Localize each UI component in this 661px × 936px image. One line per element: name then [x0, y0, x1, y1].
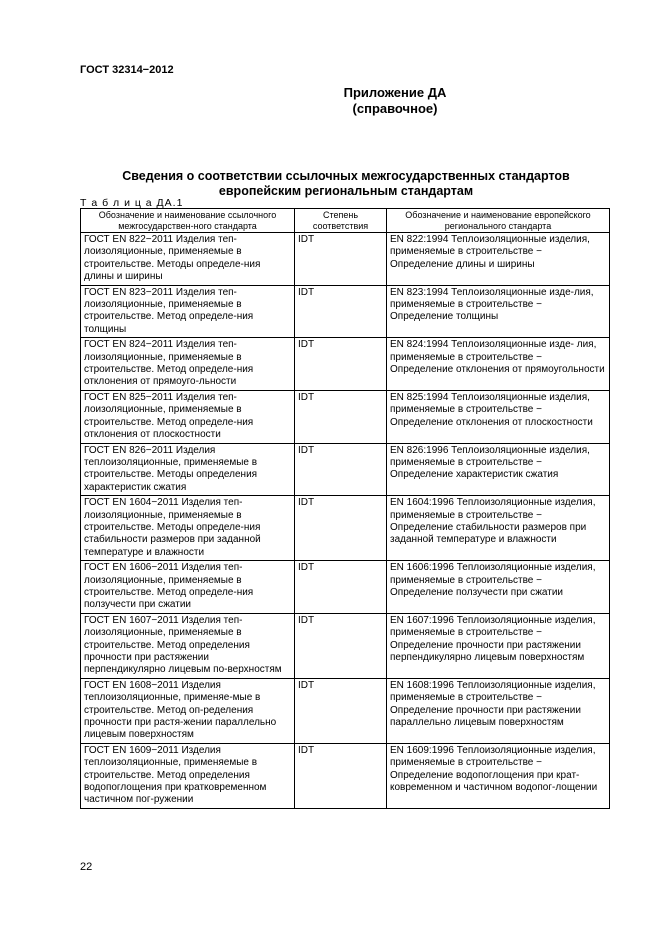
page-number: 22	[80, 861, 93, 873]
degree-cell: IDT	[295, 390, 387, 443]
european-standard-cell: EN 823:1994 Теплоизоляционные изде-лия, применяемые в строительстве − Определение толщины	[387, 285, 610, 338]
degree-cell: IDT	[295, 338, 387, 391]
interstate-standard-cell: ГОСТ EN 1608−2011 Изделия теплоизоляционные, применяе-мые в строительстве. Метод оп-ределения прочности при растя-жении параллельно лицевым поверхностям	[81, 678, 295, 743]
interstate-standard-cell: ГОСТ EN 1607−2011 Изделия теп-лоизоляционные, применяемые в строительстве. Метод определения прочности при растяжении перпендикулярно лицевым по-верхностям	[81, 613, 295, 678]
interstate-standard-cell: ГОСТ EN 823−2011 Изделия теп-лоизоляционные, применяемые в строительстве. Метод определе-ния толщины	[81, 285, 295, 338]
column-header-degree: Степень соответствия	[295, 209, 387, 233]
interstate-standard-cell: ГОСТ EN 1609−2011 Изделия теплоизоляционные, применяемые в строительстве. Метод определения водопоглощения при кратковременном частичном пог-ружении	[81, 743, 295, 808]
annex-title: Приложение ДА	[343, 85, 447, 100]
table-label: Т а б л и ц а ДА.1	[80, 197, 184, 209]
european-standard-cell: EN 1609:1996 Теплоизоляционные изделия, применяемые в строительстве − Определение водопоглощения при крат-ковременном и частичном водопог-лощении	[387, 743, 610, 808]
european-standard-cell: EN 826:1996 Теплоизоляционные изделия, применяемые в строительстве − Определение характеристик сжатия	[387, 443, 610, 496]
degree-cell: IDT	[295, 496, 387, 561]
interstate-standard-cell: ГОСТ EN 1606−2011 Изделия теп-лоизоляционные, применяемые в строительстве. Метод определе-ния ползучести при сжатии	[81, 561, 295, 614]
document-code: ГОСТ 32314−2012	[80, 64, 174, 76]
interstate-standard-cell: ГОСТ EN 826−2011 Изделия теплоизоляционные, применяемые в строительстве. Методы определения характеристик сжатия	[81, 443, 295, 496]
european-standard-cell: EN 822:1994 Теплоизоляционные изделия, применяемые в строительстве − Определение длины и ширины	[387, 233, 610, 286]
degree-cell: IDT	[295, 561, 387, 614]
table-row	[81, 496, 610, 561]
degree-cell: IDT	[295, 285, 387, 338]
degree-cell: IDT	[295, 743, 387, 808]
interstate-standard-cell: ГОСТ EN 825−2011 Изделия теп-лоизоляционные, применяемые в строительстве. Метод определе-ния отклонения от плоскостности	[81, 390, 295, 443]
table-row	[81, 561, 610, 614]
table-row	[81, 613, 610, 678]
european-standard-cell: EN 1607:1996 Теплоизоляционные изделия, применяемые в строительстве − Определение прочности при растяжении перпендикулярно лицевым поверхностям	[387, 613, 610, 678]
interstate-standard-cell: ГОСТ EN 1604−2011 Изделия теп-лоизоляционные, применяемые в строительстве. Методы определе-ния стабильности размеров при заданной температуре и влажности	[81, 496, 295, 561]
table-row	[81, 743, 610, 808]
annex-subtitle: (справочное)	[352, 101, 438, 116]
table-row	[81, 285, 610, 338]
degree-cell: IDT	[295, 443, 387, 496]
table-row	[81, 390, 610, 443]
column-header-european-standard: Обозначение и наименование европейского регионального стандарта	[387, 209, 610, 233]
table-header-row	[81, 209, 610, 233]
interstate-standard-cell: ГОСТ EN 824−2011 Изделия теп-лоизоляционные, применяемые в строительстве. Метод определе-ния отклонения от прямоуго-льности	[81, 338, 295, 391]
european-standard-cell: EN 1606:1996 Теплоизоляционные изделия, применяемые в строительстве − Определение ползучести при сжатии	[387, 561, 610, 614]
european-standard-cell: EN 1604:1996 Теплоизоляционные изделия, применяемые в строительстве − Определение стабильности размеров при заданной температуре и влажности	[387, 496, 610, 561]
degree-cell: IDT	[295, 678, 387, 743]
section-heading	[80, 169, 612, 199]
table-row	[81, 338, 610, 391]
degree-cell: IDT	[295, 233, 387, 286]
european-standard-cell: EN 825:1994 Теплоизоляционные изделия, применяемые в строительстве − Определение отклонения от плоскостности	[387, 390, 610, 443]
interstate-standard-cell: ГОСТ EN 822−2011 Изделия теп-лоизоляционные, применяемые в строительстве. Методы определе-ния длины и ширины	[81, 233, 295, 286]
column-header-interstate-standard: Обозначение и наименование ссылочного межгосударствен-ного стандарта	[81, 209, 295, 233]
heading-line-2: европейским региональным стандартам	[218, 184, 474, 198]
heading-line-1: Сведения о соответствии ссылочных межгосударственных стандартов	[122, 169, 570, 183]
table-row	[81, 443, 610, 496]
european-standard-cell: EN 824:1994 Теплоизоляционные изде- лия, применяемые в строительстве − Определение отклонения от прямоугольности	[387, 338, 610, 391]
correspondence-table	[80, 208, 610, 809]
table-row	[81, 233, 610, 286]
european-standard-cell: EN 1608:1996 Теплоизоляционные изделия, применяемые в строительстве − Определение прочности при растяжении параллельно лицевым поверхностям	[387, 678, 610, 743]
table-row	[81, 678, 610, 743]
degree-cell: IDT	[295, 613, 387, 678]
